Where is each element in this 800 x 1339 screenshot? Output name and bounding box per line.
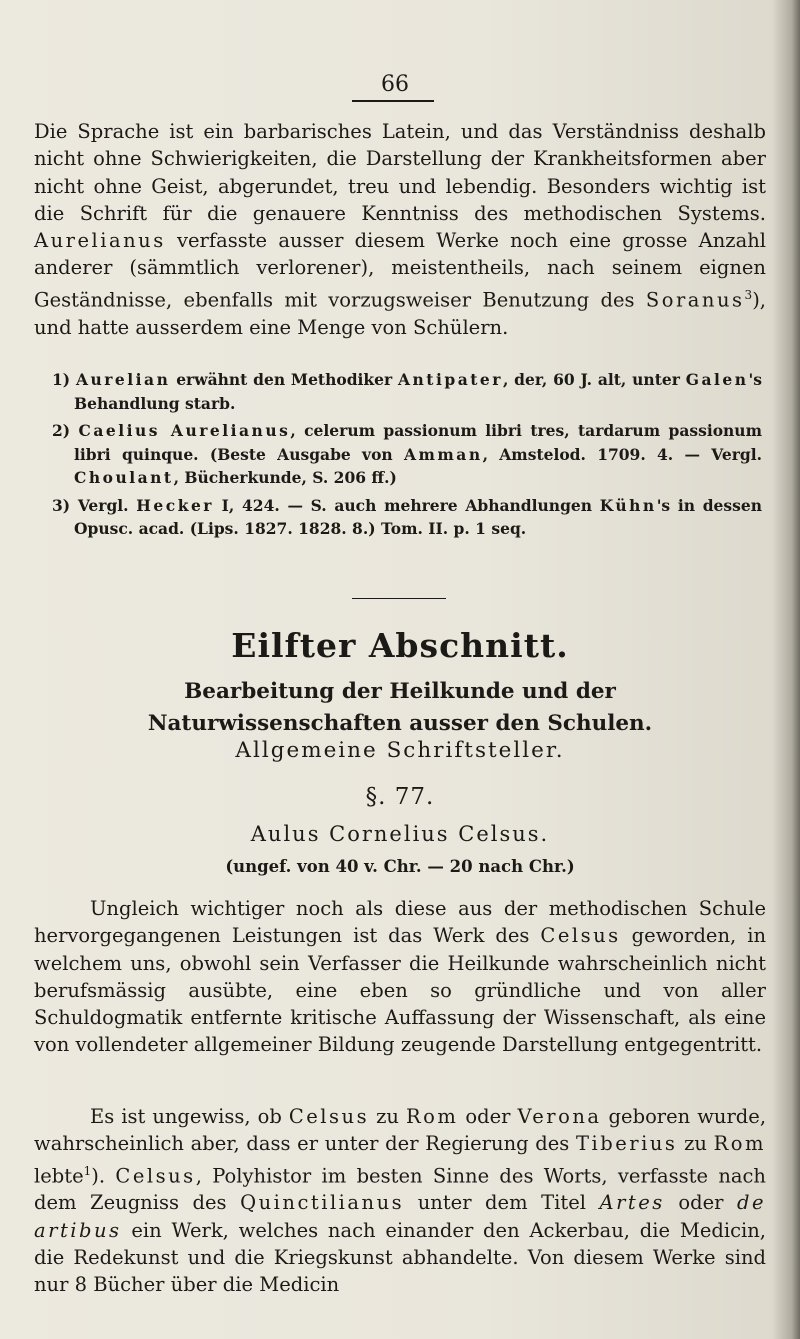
footnote-name: Hecker (136, 495, 214, 515)
footnote-label: 2) (52, 421, 71, 440)
paragraph-text: verfasste ausser diesem Werke noch eine grosse Anzahl anderer (sämmtlich verlorener), meistentheils, nach seinem eignen Geständnisse, ebenfalls mit vorzugsweiser Benutzung des (34, 229, 766, 312)
paragraph-text: geworden, in welchem uns, obwohl sein Verfasser die Heilkunde wahrscheinlich nicht berufsmässig ausübte, eine eben so gründliche und von aller Schuldogmatik entfernte kritische Auffassung der Wissenschaft, als eine von vollendeter allgemeiner Bildung zeugende Darstellung entgegentritt. (34, 924, 767, 1057)
section-title: Eilfter Abschnitt. (231, 626, 569, 665)
paragraph-number: §. 77. (365, 784, 435, 810)
footnote-text: 's Behandlung starb. (74, 370, 762, 413)
footnote-ref: 1 (83, 1163, 92, 1178)
footnote-text: erwähnt den Methodiker (170, 370, 399, 389)
paragraph-text: lebte (34, 1164, 84, 1188)
name-celsus: Celsus (115, 1164, 196, 1188)
page-edge-shadow (772, 0, 800, 1339)
name-celsus: Celsus (540, 924, 621, 948)
paragraph-text: Die Sprache ist ein barbarisches Latein, und das Verständniss deshalb nicht ohne Schwierigkeiten, die Darstellung der Krankheitsformen aber nicht ohne Geist, abgerundet, treu und lebendig. Besonders wichtig ist die Schrift für die genauere Kenntniss des methodischen Systems. (34, 120, 766, 225)
footnote-3 (52, 494, 762, 541)
footnote-text: I, 424. — S. auch mehrere Abhandlungen (213, 495, 600, 515)
paragraph-celsus-life (34, 1103, 766, 1299)
page-number-rule (352, 100, 434, 102)
paragraph-celsus-intro (34, 895, 766, 1059)
footnote-text (70, 421, 78, 440)
author-dates: (ungef. von 40 v. Chr. — 20 nach Chr.) (225, 857, 575, 876)
section-subtitle: Bearbeitung der Heilkunde und der Naturwissenschaften ausser den Schulen. (147, 679, 653, 736)
paragraph-aurelianus (34, 118, 766, 341)
title-artes: Artes (599, 1191, 665, 1215)
paragraph-text: zu (369, 1105, 406, 1128)
paragraph-text: ), und hatte ausserdem eine Menge von Schülern. (34, 288, 766, 339)
paragraph-text: unter dem Titel (404, 1191, 600, 1215)
place-verona: Verona (517, 1105, 602, 1128)
footnote-name: Galen (685, 370, 749, 389)
footnotes (52, 368, 762, 545)
paragraph-text: , Polyhistor im besten Sinne des Worts, verfasste nach dem Zeugniss des (34, 1164, 766, 1215)
paragraph-text: ein Werk, welches nach einander den Ackerbau, die Medicin, die Redekunst und die Kriegskunst abhandelte. Von diesem Werke sind nur 8 Bücher über die Medicin (34, 1218, 766, 1297)
footnote-2 (52, 419, 762, 490)
footnote-text: , Amstelod. 1709. 4. — Vergl. (482, 444, 763, 464)
footnote-1 (52, 368, 762, 415)
paragraph-text: zu (677, 1132, 714, 1156)
name-soranus: Soranus (645, 288, 745, 312)
name-tiberius: Tiberius (576, 1132, 678, 1156)
name-aurelianus: Aurelianus (34, 229, 166, 253)
footnote-name: Caelius Aurelianus (78, 421, 291, 440)
section-divider (352, 598, 446, 599)
footnote-ref: 3 (744, 287, 753, 302)
name-celsus: Celsus (288, 1105, 370, 1128)
paragraph-text: ). (91, 1164, 116, 1188)
name-quinctilianus: Quinctilianus (240, 1191, 405, 1215)
footnote-text: 's in dessen Opusc. acad. (Lips. 1827. 1828. 8.) Tom. II. p. 1 seq. (74, 495, 762, 538)
footnote-text: , celerum passionum libri tres, tardarum passionum libri quinque. (Beste Ausgabe von (74, 421, 762, 464)
place-rom: Rom (405, 1105, 459, 1128)
page-number: 66 (381, 72, 409, 97)
paragraph-text: geboren wurde, wahrscheinlich aber, dass er unter der Regierung des (34, 1105, 767, 1156)
footnote-label: 3) (52, 495, 71, 515)
paragraph-text: oder (664, 1191, 737, 1215)
footnote-name: Choulant (74, 468, 174, 487)
footnote-text: , Bücherkunde, S. 206 ff.) (173, 468, 397, 487)
subheading: Allgemeine Schriftsteller. (235, 738, 565, 763)
footnote-name: Aurelian (75, 370, 171, 389)
place-rom: Rom (713, 1132, 766, 1156)
paragraph-text: Ungleich wichtiger noch als diese aus der methodischen Schule hervorgegangenen Leistungen ist das Werk des (34, 897, 766, 948)
footnote-name: Kühn (599, 495, 657, 515)
footnote-text: Vergl. (70, 495, 137, 515)
footnote-name: Antipater (398, 370, 503, 389)
paragraph-text: oder (458, 1105, 518, 1128)
footnote-label: 1) (52, 370, 71, 389)
footnote-name: Amman (403, 444, 483, 464)
footnote-text: , der, 60 J. alt, unter (502, 370, 686, 389)
paragraph-text: Es ist ungewiss, ob (90, 1105, 289, 1128)
author-heading: Aulus Cornelius Celsus. (250, 822, 550, 846)
title-de-artibus: de artibus (34, 1191, 767, 1242)
